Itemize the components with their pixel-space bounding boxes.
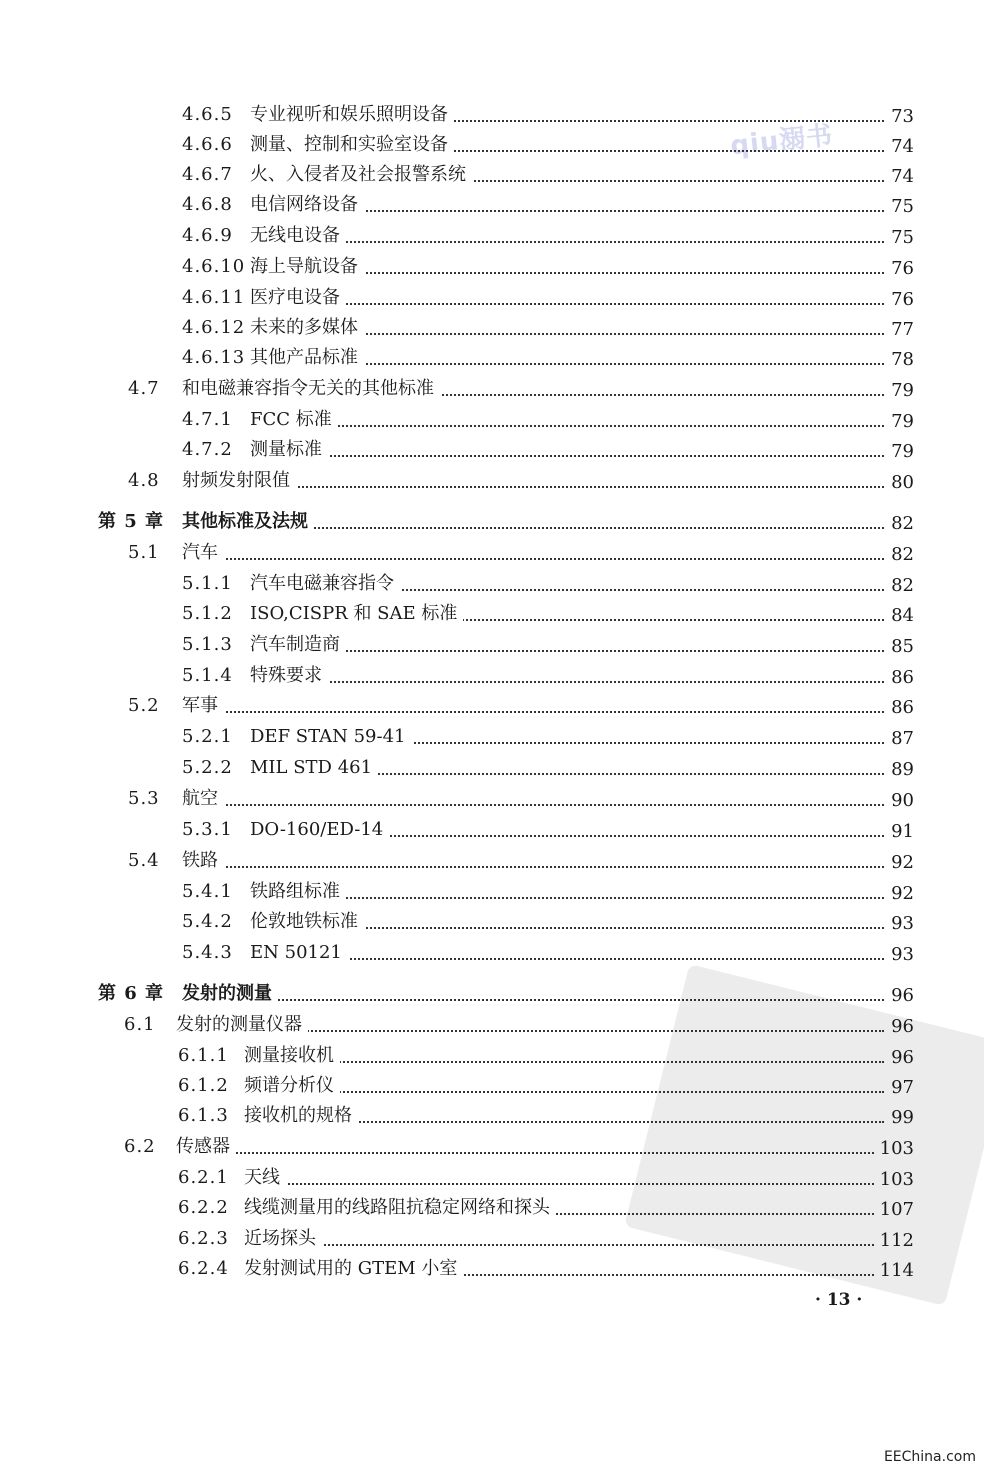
toc-entry-number: 6.1 [124,1014,156,1035]
toc-entry-page: 96 [891,1047,914,1068]
toc-entry-page: 92 [891,852,914,873]
toc-entry-page: 93 [891,944,914,965]
toc-row [0,691,914,719]
toc-entry-page: 92 [891,883,914,904]
toc-row [0,877,914,905]
dot-leader [182,558,884,560]
toc-entry-page: 84 [891,605,914,626]
watermark-text: qiu溺书 [728,120,835,162]
toc-row [0,374,914,402]
toc-entry-number: 4.6.12 [182,317,246,338]
toc-entry-number: 4.6.13 [182,347,246,368]
toc-entry-title: 测量标准 [250,439,328,461]
toc-entry-page: 112 [879,1230,914,1251]
toc-entry-title: 专业视听和娱乐照明设备 [250,104,454,126]
toc-entry-page: 74 [891,136,914,157]
toc-entry-title: 发射测试用的 GTEM 小室 [244,1258,463,1280]
toc-entry-title: 和电磁兼容指令无关的其他标准 [182,378,440,400]
toc-row [0,1224,914,1252]
toc-entry-page: 86 [891,667,914,688]
dot-leader [250,681,884,683]
toc-entry-title: 电信网络设备 [250,194,364,216]
dot-leader [244,1244,874,1246]
dot-leader [250,455,884,457]
toc-entry-title: 测量接收机 [244,1045,340,1067]
toc-entry-title: 其他产品标准 [250,347,364,369]
toc-entry-number: 5.1 [128,542,160,563]
toc-entry-page: 103 [879,1138,914,1159]
toc-entry-page: 82 [891,544,914,565]
toc-row [0,722,914,750]
toc-row [0,599,914,627]
toc-entry-page: 76 [891,289,914,310]
toc-entry-page: 75 [891,227,914,248]
toc-entry-title: MIL STD 461 [250,757,378,779]
toc-row [0,283,914,311]
toc-entry-title: 频谱分析仪 [244,1075,340,1097]
toc-row [0,466,914,494]
toc-entry-number: 4.7.2 [182,439,233,460]
toc-row [0,753,914,781]
toc-entry-page: 82 [891,513,914,534]
toc-entry-number: 4.6.10 [182,256,246,277]
toc-entry-page: 74 [891,166,914,187]
toc-row [0,1254,914,1282]
toc-entry-title: 线缆测量用的线路阻抗稳定网络和探头 [244,1197,556,1219]
toc-entry-number: 6.1.2 [178,1075,229,1096]
toc-entry-number: 6.1.1 [178,1045,229,1066]
toc-row [0,784,914,812]
toc-entry-number: 5.1.1 [182,573,233,594]
toc-entry-page: 87 [891,728,914,749]
toc-entry-title: 传感器 [176,1136,236,1158]
dot-leader [176,1152,874,1154]
dot-leader [182,999,884,1001]
toc-entry-page: 78 [891,349,914,370]
toc-row [0,815,914,843]
toc-entry-number: 5.1.2 [182,603,233,624]
dot-leader [250,425,884,427]
toc-row [0,190,914,218]
toc-entry-page: 114 [879,1260,914,1281]
toc-row [0,130,914,158]
toc-entry-title: DEF STAN 59-41 [250,726,412,748]
toc-entry-number: 4.6.9 [182,225,233,246]
toc-row [0,661,914,689]
toc-entry-number: 5.2.1 [182,726,233,747]
toc-entry-page: 82 [891,575,914,596]
toc-entry-number: 5.4.3 [182,942,233,963]
toc-entry-page: 93 [891,913,914,934]
toc-row [0,538,914,566]
toc-chapter-row [0,507,914,535]
toc-entry-title: 接收机的规格 [244,1105,358,1127]
toc-entry-page: 76 [891,258,914,279]
toc-entry-title: 天线 [244,1167,286,1189]
toc-row [0,100,914,128]
toc-entry-title: 火、入侵者及社会报警系统 [250,164,472,186]
toc-entry-title: 其他标准及法规 [182,511,314,533]
toc-entry-page: 86 [891,697,914,718]
toc-entry-page: 79 [891,441,914,462]
dot-leader [244,1091,884,1093]
toc-row [0,846,914,874]
toc-entry-number: 4.6.7 [182,164,233,185]
toc-entry-number: 4.7.1 [182,409,233,430]
toc-entry-page: 103 [879,1169,914,1190]
toc-entry-page: 107 [879,1199,914,1220]
toc-entry-page: 77 [891,319,914,340]
toc-row [0,313,914,341]
toc-entry-number: 6.1.3 [178,1105,229,1126]
toc-entry-number: 4.7 [128,378,160,399]
toc-entry-page: 97 [891,1077,914,1098]
toc-entry-number: 5.4.2 [182,911,233,932]
toc-entry-title: 汽车 [182,542,224,564]
toc-row [0,1132,914,1160]
toc-entry-title: 发射的测量 [182,983,278,1005]
toc-entry-page: 73 [891,106,914,127]
toc-entry-title: 海上导航设备 [250,256,364,278]
toc-row [0,221,914,249]
toc-entry-title: 铁路组标准 [250,881,346,903]
toc-entry-title: 军事 [182,695,224,717]
toc-entry-number: 5.1.4 [182,665,233,686]
toc-entry-page: 85 [891,636,914,657]
toc-entry-page: 89 [891,759,914,780]
toc-entry-page: 91 [891,821,914,842]
toc-entry-title: ISO,CISPR 和 SAE 标准 [250,603,463,625]
toc-entry-number: 6.2.2 [178,1197,229,1218]
toc-row [0,252,914,280]
toc-entry-page: 90 [891,790,914,811]
toc-row [0,938,914,966]
toc-entry-number: 5.2.2 [182,757,233,778]
toc-row [0,1071,914,1099]
dot-leader [182,866,884,868]
toc-entry-title: 汽车制造商 [250,634,346,656]
toc-entry-number: 5.4.1 [182,881,233,902]
toc-entry-number: 5.1.3 [182,634,233,655]
toc-row [0,435,914,463]
toc-row [0,569,914,597]
toc-entry-title: DO-160/ED-14 [250,819,389,841]
toc-entry-number: 5.3.1 [182,819,233,840]
toc-entry-number: 6.2.3 [178,1228,229,1249]
toc-entry-number: 4.8 [128,470,160,491]
toc-entry-number: 5.4 [128,850,160,871]
toc-entry-number: 第 6 章 [98,983,165,1004]
toc-entry-number: 第 5 章 [98,511,165,532]
dot-leader [244,1183,874,1185]
toc-row [0,630,914,658]
toc-entry-number: 5.2 [128,695,160,716]
toc-entry-title: 测量、控制和实验室设备 [250,134,454,156]
toc-entry-title: 发射的测量仪器 [176,1014,308,1036]
toc-entry-title: FCC 标准 [250,409,338,431]
toc-entry-page: 99 [891,1107,914,1128]
toc-row [0,1010,914,1038]
toc-entry-page: 80 [891,472,914,493]
site-credit: EEChina.com [883,1449,976,1465]
toc-entry-number: 4.6.6 [182,134,233,155]
toc-entry-page: 75 [891,196,914,217]
toc-row [0,1193,914,1221]
toc-row [0,1101,914,1129]
toc-row [0,1041,914,1069]
toc-entry-page: 96 [891,985,914,1006]
toc-entry-number: 4.6.11 [182,287,246,308]
toc-entry-number: 6.2 [124,1136,156,1157]
toc-entry-title: EN 50121 [250,942,348,964]
toc-row [0,1163,914,1191]
toc-entry-title: 铁路 [182,850,224,872]
toc-row [0,343,914,371]
toc-entry-number: 4.6.8 [182,194,233,215]
dot-leader [182,804,884,806]
toc-row [0,405,914,433]
toc-entry-title: 特殊要求 [250,665,328,687]
toc-entry-number: 4.6.5 [182,104,233,125]
toc-entry-page: 79 [891,411,914,432]
toc-entry-title: 航空 [182,788,224,810]
toc-entry-title: 医疗电设备 [250,287,346,309]
toc-entry-number: 6.2.4 [178,1258,229,1279]
toc-entry-title: 近场探头 [244,1228,322,1250]
toc-row [0,907,914,935]
toc-entry-title: 无线电设备 [250,225,346,247]
toc-entry-number: 5.3 [128,788,160,809]
toc-entry-page: 79 [891,380,914,401]
toc-chapter-row [0,979,914,1007]
toc-entry-page: 96 [891,1016,914,1037]
toc-entry-number: 6.2.1 [178,1167,229,1188]
dot-leader [182,711,884,713]
toc-row [0,160,914,188]
toc-entry-title: 射频发射限值 [182,470,296,492]
toc-entry-title: 未来的多媒体 [250,317,364,339]
dot-leader [244,1061,884,1063]
toc-entry-title: 汽车电磁兼容指令 [250,573,400,595]
page-number: · 13 · [815,1290,863,1310]
toc-entry-title: 伦敦地铁标准 [250,911,364,933]
